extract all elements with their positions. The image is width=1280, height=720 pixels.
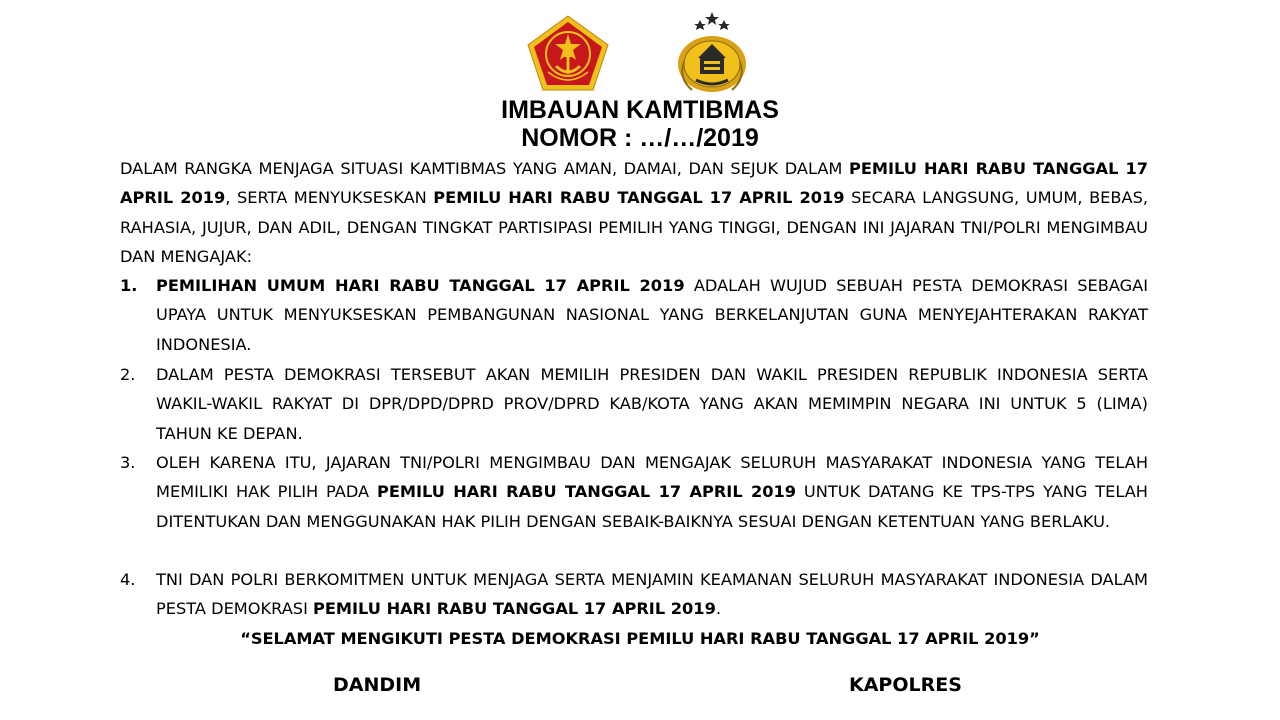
list-text <box>156 565 1148 624</box>
list-span: OLEH KARENA ITU, JAJARAN TNI/POLRI MENGIMBAU DAN MENGAJAK SELURUH MASYARAKAT INDONESIA YANG TELAH MEMILIKI HAK PILIH PADA <box>156 453 1148 502</box>
list-text <box>156 271 1148 359</box>
list-span: UNTUK DATANG KE TPS-TPS YANG TELAH DITENTUKAN DAN MENGGUNAKAN HAK PILIH DENGAN SEBAIK-BAIKNYA SESUAI DENGAN KETENTUAN YANG BERLAKU. <box>156 482 1148 531</box>
tni-emblem-icon <box>526 14 610 92</box>
document-title: IMBAUAN KAMTIBMAS <box>501 96 779 124</box>
intro-text-2: , SERTA MENYUKSESKAN <box>225 188 434 208</box>
list-bold: PEMILIHAN UMUM HARI RABU TANGGAL 17 APRIL 2019 <box>156 276 685 295</box>
closing-slogan: “SELAMAT MENGIKUTI PESTA DEMOKRASI PEMILU HARI RABU TANGGAL 17 APRIL 2019” <box>240 629 1040 648</box>
header-logos <box>0 12 1280 92</box>
list-number: 1. <box>120 276 138 295</box>
list-number: 2. <box>120 365 136 384</box>
list-text <box>156 360 1148 448</box>
intro-bold-1: PEMILU HARI RABU TANGGAL 17 APRIL 2019 <box>120 159 1148 208</box>
signatory-kapolres: KAPOLRES <box>849 674 962 696</box>
list-span: TNI DAN POLRI BERKOMITMEN UNTUK MENJAGA SERTA MENJAMIN KEAMANAN SELURUH MASYARAKAT INDONESIA DALAM PESTA DEMOKRASI <box>156 570 1148 619</box>
intro-text-1: DALAM RANGKA MENJAGA SITUASI KAMTIBMAS YANG AMAN, DAMAI, DAN SEJUK DALAM <box>120 159 849 178</box>
list-bold: PEMILU HARI RABU TANGGAL 17 APRIL 2019 <box>313 599 716 619</box>
intro-bold-2: PEMILU HARI RABU TANGGAL 17 APRIL 2019 <box>433 188 845 208</box>
list-span: ADALAH WUJUD SEBUAH PESTA DEMOKRASI SEBAGAI UPAYA UNTUK MENYUKSESKAN PEMBANGUNAN NASIONAL YANG BERKELANJUTAN GUNA MENYEJAHTERAKAN RAKYAT INDONESIA. <box>156 276 1149 354</box>
list-span: DALAM PESTA DEMOKRASI TERSEBUT AKAN MEMILIH PRESIDEN DAN WAKIL PRESIDEN REPUBLIK INDONESIA SERTA WAKIL-WAKIL RAKYAT DI DPR/DPD/DPRD PROV/DPRD KAB/KOTA YANG AKAN MEMIMPIN NEGARA INI UNTUK 5 (LIMA) TAHUN KE DEPAN. <box>156 365 1148 443</box>
signatory-dandim: DANDIM <box>333 674 422 696</box>
list-bold: PEMILU HARI RABU TANGGAL 17 APRIL 2019 <box>376 482 797 502</box>
document-number: NOMOR : …/…/2019 <box>521 124 759 152</box>
polri-emblem-icon <box>670 12 754 94</box>
list-number: 4. <box>120 570 136 589</box>
list-text <box>156 448 1148 536</box>
list-number: 3. <box>120 453 136 472</box>
list-span: . <box>715 599 721 619</box>
intro-paragraph <box>120 154 1148 272</box>
intro-text-3: SECARA LANGSUNG, UMUM, BEBAS, RAHASIA, JUJUR, DAN ADIL, DENGAN TINGKAT PARTISIPASI PEMILIH YANG TINGGI, DENGAN INI JAJARAN TNI/POLRI MENGIMBAU DAN MENGAJAK: <box>120 188 1148 267</box>
